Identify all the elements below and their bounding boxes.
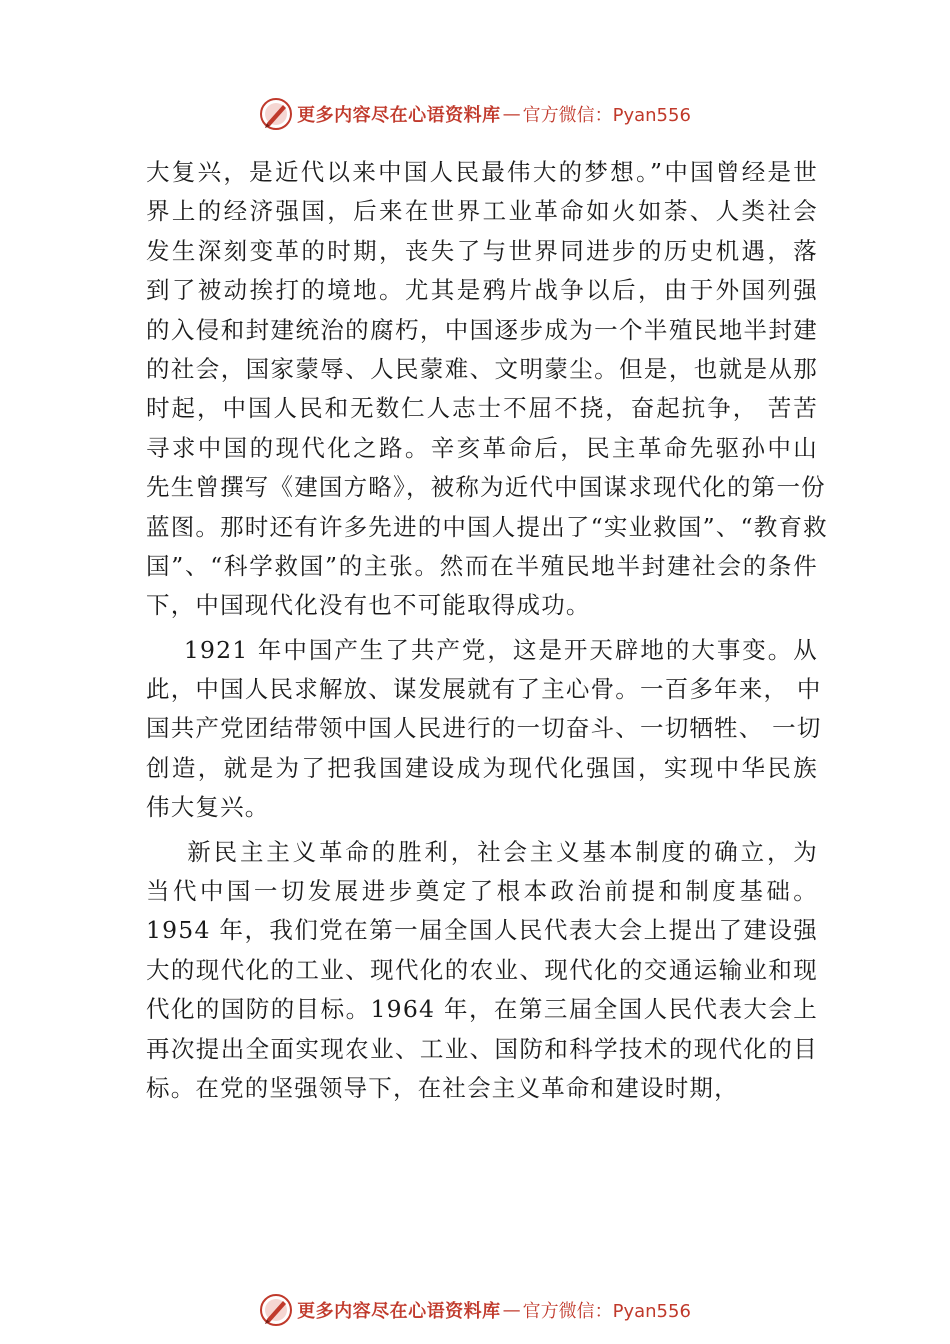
text-line: 此，中国人民求解放、谋发展就有了主心骨。一百多年来， 中 [146, 675, 822, 704]
text-line: 界上的经济强国，后来在世界工业革命如火如荼、人类社会 [146, 197, 818, 226]
text-line: 1954 年，我们党在第一届全国人民代表大会上提出了建设强 [146, 916, 818, 945]
paragraph-2 [146, 631, 822, 828]
document-body [146, 153, 828, 1108]
pen-logo-icon [259, 97, 293, 131]
text-line: 国共产党团结带领中国人民进行的一切奋斗、一切牺牲、 一切 [146, 714, 822, 743]
header-banner [0, 94, 950, 134]
text-line: 当代中国一切发展进步奠定了根本政治前提和制度基础。 [146, 877, 818, 906]
text-line: 代化的国防的目标。1964 年，在第三届全国人民代表大会上 [146, 995, 818, 1024]
text-line: 下，中国现代化没有也不可能取得成功。 [146, 591, 591, 620]
footer-banner [0, 1290, 950, 1330]
text-line: 伟大复兴。 [146, 793, 270, 822]
footer-dash: — [502, 1299, 521, 1321]
text-line: 国”、“科学救国”的主张。然而在半殖民地半封建社会的条件 [146, 551, 818, 580]
text-line: 新民主主义革命的胜利，社会主义基本制度的确立，为 [146, 837, 818, 866]
paragraph-3 [146, 833, 818, 1109]
text-line: 寻求中国的现代化之路。辛亥革命后，民主革命先驱孙中山 [146, 433, 818, 462]
text-line: 发生深刻变革的时期，丧失了与世界同进步的历史机遇，落 [146, 236, 818, 265]
text-line: 的入侵和封建统治的腐朽，中国逐步成为一个半殖民地半封建 [146, 315, 818, 344]
text-line: 时起，中国人民和无数仁人志士不屈不挠，奋起抗争， 苦苦 [146, 394, 818, 423]
text-line: 先生曾撰写《建国方略》，被称为近代中国谋求现代化的第一份 [146, 473, 826, 502]
footer-brand-text: 更多内容尽在心语资料库 [297, 1301, 501, 1322]
header-brand-text: 更多内容尽在心语资料库 [297, 105, 501, 126]
header-dash: — [502, 103, 521, 125]
text-line: 再次提出全面实现农业、工业、国防和科学技术的现代化的目 [146, 1034, 818, 1063]
text-line: 创造，就是为了把我国建设成为现代化强国，实现中华民族 [146, 753, 818, 782]
pen-logo-icon [259, 1293, 293, 1327]
text-line: 的社会，国家蒙辱、人民蒙难、文明蒙尘。但是，也就是从那 [146, 354, 818, 383]
text-line: 蓝图。那时还有许多先进的中国人提出了“实业救国”、“教育救 [146, 512, 828, 541]
text-line: 标。在党的坚强领导下，在社会主义革命和建设时期， [146, 1073, 739, 1102]
paragraph-1 [146, 153, 828, 626]
header-wechat-text: 官方微信：Pyan556 [522, 105, 691, 126]
text-line: 大复兴，是近代以来中国人民最伟大的梦想。”中国曾经是世 [146, 158, 818, 186]
footer-wechat-text: 官方微信：Pyan556 [522, 1301, 691, 1322]
text-line: 1921 年中国产生了共产党，这是开天辟地的大事变。从 [146, 635, 818, 664]
text-line: 大的现代化的工业、现代化的农业、现代化的交通运输业和现 [146, 955, 818, 984]
text-line: 到了被动挨打的境地。尤其是鸦片战争以后，由于外国列强 [146, 276, 818, 305]
